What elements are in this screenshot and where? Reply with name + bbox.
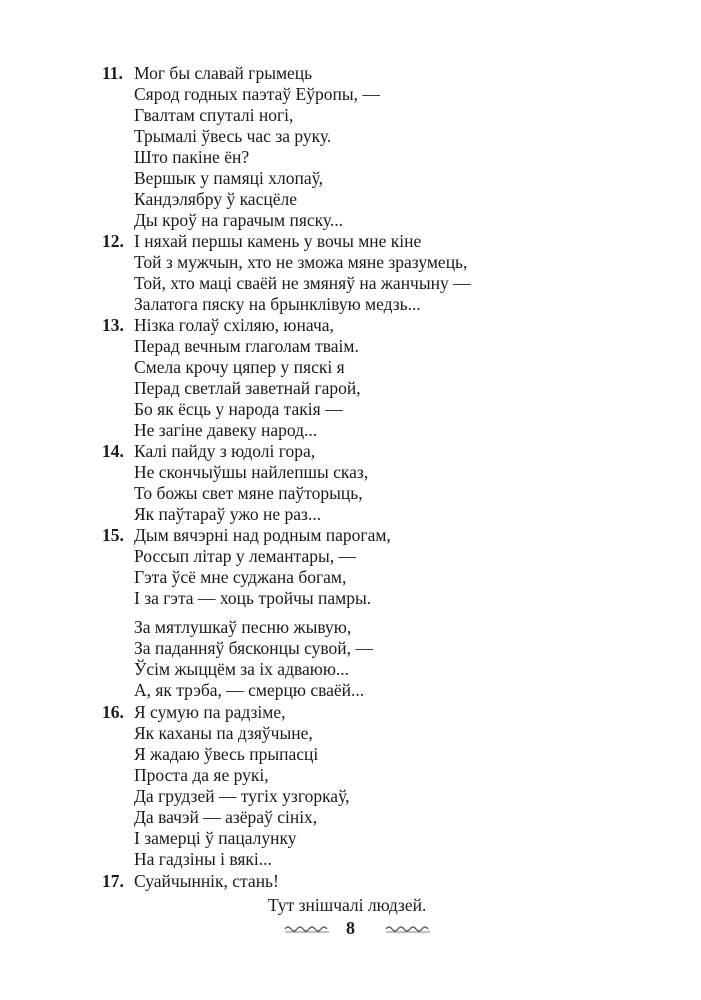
verse-line: Не загіне давеку народ...: [134, 420, 318, 440]
stanza-number: 17.: [102, 871, 124, 891]
verse-line: Як каханы па дзяўчыне,: [134, 723, 313, 743]
page-footer: [0, 916, 701, 946]
verse-line: За паданняў бясконцы сувой, —: [134, 638, 373, 658]
verse-line: Калі пайду з юдолі гора,: [134, 441, 316, 461]
verse-line: Суайчыннік, стань!: [134, 871, 279, 891]
verse-line: А, як трэба, — смерцю сваёй...: [134, 680, 365, 700]
verse-line: І замерці ў пацалунку: [134, 828, 297, 848]
stanza-number: 16.: [102, 702, 124, 722]
verse-line: Ўсім жыццём за іх адваюю...: [134, 659, 350, 679]
verse-line: І няхай першы камень у вочы мне кіне: [134, 231, 422, 251]
verse-line: Трымалі ўвесь час за руку.: [134, 126, 332, 146]
verse-line: Ды кроў на гарачым пяску...: [134, 210, 344, 230]
verse-line: Нізка голаў схіляю, юнача,: [134, 315, 334, 335]
verse-line: Як паўтараў ужо не раз...: [134, 504, 322, 524]
verse-line: Да грудзей — тугіх узгоркаў,: [134, 786, 350, 806]
verse-line: Не скончыўшы найлепшы сказ,: [134, 462, 369, 482]
stanza-number: 12.: [102, 231, 124, 251]
verse-line: То божы свет мяне паўторыць,: [134, 483, 363, 503]
continuation-line: Тут знішчалі людзей.: [268, 895, 427, 915]
verse-line: Смела крочу цяпер у пяскі я: [134, 357, 345, 377]
verse-line: На гадзіны і вякі...: [134, 849, 272, 869]
verse-line: Што пакіне ён?: [134, 147, 250, 167]
verse-line: Залатога пяску на брынклівую медзь...: [134, 294, 421, 314]
page-number: 8: [346, 918, 355, 938]
stanza-number: 13.: [102, 315, 124, 335]
verse-line: Я сумую па радзіме,: [134, 702, 286, 722]
verse-line: Той, хто маці сваёй не змяняў на жанчыну —: [134, 273, 471, 293]
verse-line: Мог бы славай грымець: [134, 63, 313, 83]
verse-line: Проста да яе рукі,: [134, 765, 269, 785]
stanza-number: 11.: [102, 63, 123, 83]
verse-line: Я жадаю ўвесь прыпасці: [134, 744, 319, 764]
verse-line: Бо як ёсць у народа такія —: [134, 399, 343, 419]
ornament-right-icon: [385, 924, 431, 934]
verse-line: Сярод годных паэтаў Еўропы, —: [134, 84, 380, 104]
verse-line: Россып літар у лемантары, —: [134, 546, 356, 566]
stanza-number: 15.: [102, 525, 124, 545]
verse-line: За мятлушкаў песню жывую,: [134, 617, 352, 637]
verse-line: Перад вечным глаголам тваім.: [134, 336, 359, 356]
verse-line: Дым вячэрні над родным парогам,: [134, 525, 391, 545]
verse-line: Кандэлябру ў касцёле: [134, 189, 297, 209]
verse-line: Той з мужчын, хто не зможа мяне зразумець,: [134, 252, 468, 272]
verse-line: Перад светлай заветнай гарой,: [134, 378, 361, 398]
verse-line: Гвалтам спуталі ногі,: [134, 105, 294, 125]
verse-line: Да вачэй — азёраў сініх,: [134, 807, 318, 827]
verse-line: Гэта ўсё мне суджана богам,: [134, 567, 347, 587]
verse-line: Вершык у памяці хлопаў,: [134, 168, 324, 188]
stanza-number: 14.: [102, 441, 124, 461]
verse-line: І за гэта — хоць тройчы памры.: [134, 588, 372, 608]
